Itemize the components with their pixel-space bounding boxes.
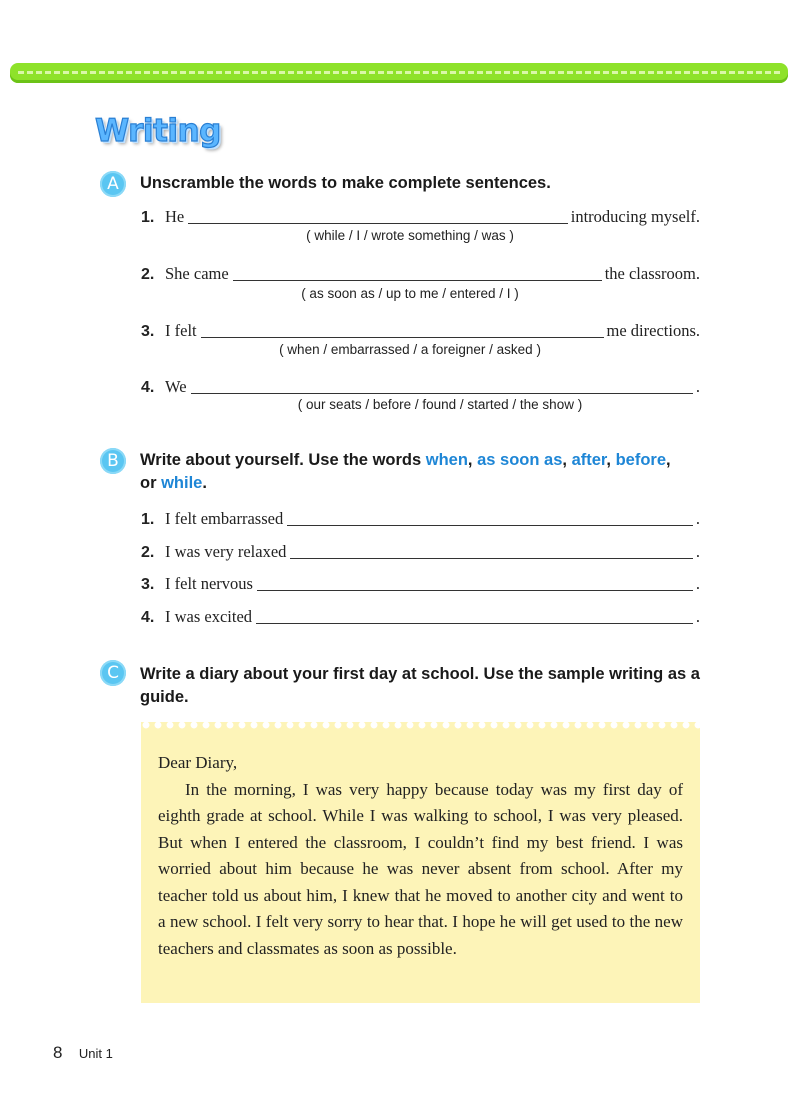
item-end-text: introducing myself. xyxy=(570,207,700,226)
section-a-item-4 xyxy=(141,375,700,397)
keyword-while: while xyxy=(161,474,203,492)
item-start-text: I felt nervous xyxy=(165,574,253,593)
section-b-item-3 xyxy=(141,572,700,594)
item-start-text: He xyxy=(165,207,185,226)
item-end-text: . xyxy=(695,377,700,396)
answer-blank[interactable] xyxy=(290,558,692,559)
item-end-text: . xyxy=(695,607,700,626)
keyword-when: when xyxy=(425,451,468,469)
section-c-badge: C xyxy=(100,660,126,686)
item-number: 3. xyxy=(141,323,155,340)
item-number: 1. xyxy=(141,511,155,528)
answer-blank[interactable] xyxy=(191,393,693,394)
section-a-badge: A xyxy=(100,171,126,197)
item-end-text: me directions. xyxy=(606,321,700,340)
section-a-hint-4: ( our seats / before / found / started / the show ) xyxy=(297,397,583,412)
item-start-text: I felt embarrassed xyxy=(165,509,284,528)
item-end-text: the classroom. xyxy=(604,264,700,283)
unit-label: Unit 1 xyxy=(78,1046,113,1061)
section-b-item-1 xyxy=(141,507,700,529)
instruction-or: or xyxy=(140,474,162,492)
section-b-badge: B xyxy=(100,448,126,474)
keyword-as-soon-as: as soon as xyxy=(477,451,563,469)
item-start-text: We xyxy=(165,377,187,396)
section-a-instruction: Unscramble the words to make complete sentences. xyxy=(140,174,551,192)
answer-blank[interactable] xyxy=(188,223,568,224)
section-a-hint-2: ( as soon as / up to me / entered / I ) xyxy=(301,286,519,301)
section-a-item-2 xyxy=(141,262,700,284)
answer-blank[interactable] xyxy=(256,623,693,624)
section-c-instruction: Write a diary about your first day at school. Use the sample writing as a guide. xyxy=(140,665,700,706)
item-number: 4. xyxy=(141,379,155,396)
diary-body: In the morning, I was very happy because today was my first day of eighth grade at school. While I was walking to school, I was very pleased. But when I entered the classroom, I couldn’t find my best friend. I was worried about him because he was never absent from school. After my teacher told us about him, I knew that he moved to another city and went to a new school. I felt very sorry to hear that. I hope he will get used to the new teachers and classmates as soon as possible. xyxy=(158,779,683,958)
diary-text xyxy=(158,750,683,962)
keyword-before: before xyxy=(615,451,667,469)
top-decorative-stripe xyxy=(10,63,788,83)
answer-blank[interactable] xyxy=(257,590,693,591)
item-start-text: I felt xyxy=(165,321,197,340)
section-a-hint-3: ( when / embarrassed / a foreigner / asked ) xyxy=(279,342,541,357)
separator: , xyxy=(467,451,478,469)
separator: , xyxy=(562,451,572,469)
item-start-text: I was very relaxed xyxy=(165,542,287,561)
section-a-item-1 xyxy=(141,205,700,227)
page-number: 8 xyxy=(53,1043,63,1062)
note-torn-edge xyxy=(141,722,700,732)
item-end-text: . xyxy=(695,509,700,528)
answer-blank[interactable] xyxy=(201,337,604,338)
instruction-text: Write about yourself. Use the words xyxy=(140,451,426,469)
item-number: 3. xyxy=(141,576,155,593)
separator: , xyxy=(606,451,616,469)
answer-blank[interactable] xyxy=(233,280,602,281)
item-end-text: . xyxy=(695,542,700,561)
section-a-item-3 xyxy=(141,319,700,341)
item-end-text: . xyxy=(695,574,700,593)
section-a-hint-1: ( while / I / wrote something / was ) xyxy=(306,228,514,243)
diary-greeting: Dear Diary, xyxy=(158,753,238,772)
item-start-text: She came xyxy=(165,264,229,283)
answer-blank[interactable] xyxy=(287,525,693,526)
item-number: 2. xyxy=(141,544,155,561)
page-footer xyxy=(53,1043,113,1063)
item-number: 2. xyxy=(141,266,155,283)
item-number: 4. xyxy=(141,609,155,626)
item-number: 1. xyxy=(141,209,155,226)
instruction-end: . xyxy=(202,474,207,492)
page-title: Writing xyxy=(95,113,221,149)
separator: , xyxy=(666,451,671,469)
item-start-text: I was excited xyxy=(165,607,253,626)
section-b-item-4 xyxy=(141,605,700,627)
section-b-item-2 xyxy=(141,540,700,562)
section-b-instruction xyxy=(140,449,705,495)
keyword-after: after xyxy=(571,451,607,469)
sample-diary-note xyxy=(141,722,700,1003)
